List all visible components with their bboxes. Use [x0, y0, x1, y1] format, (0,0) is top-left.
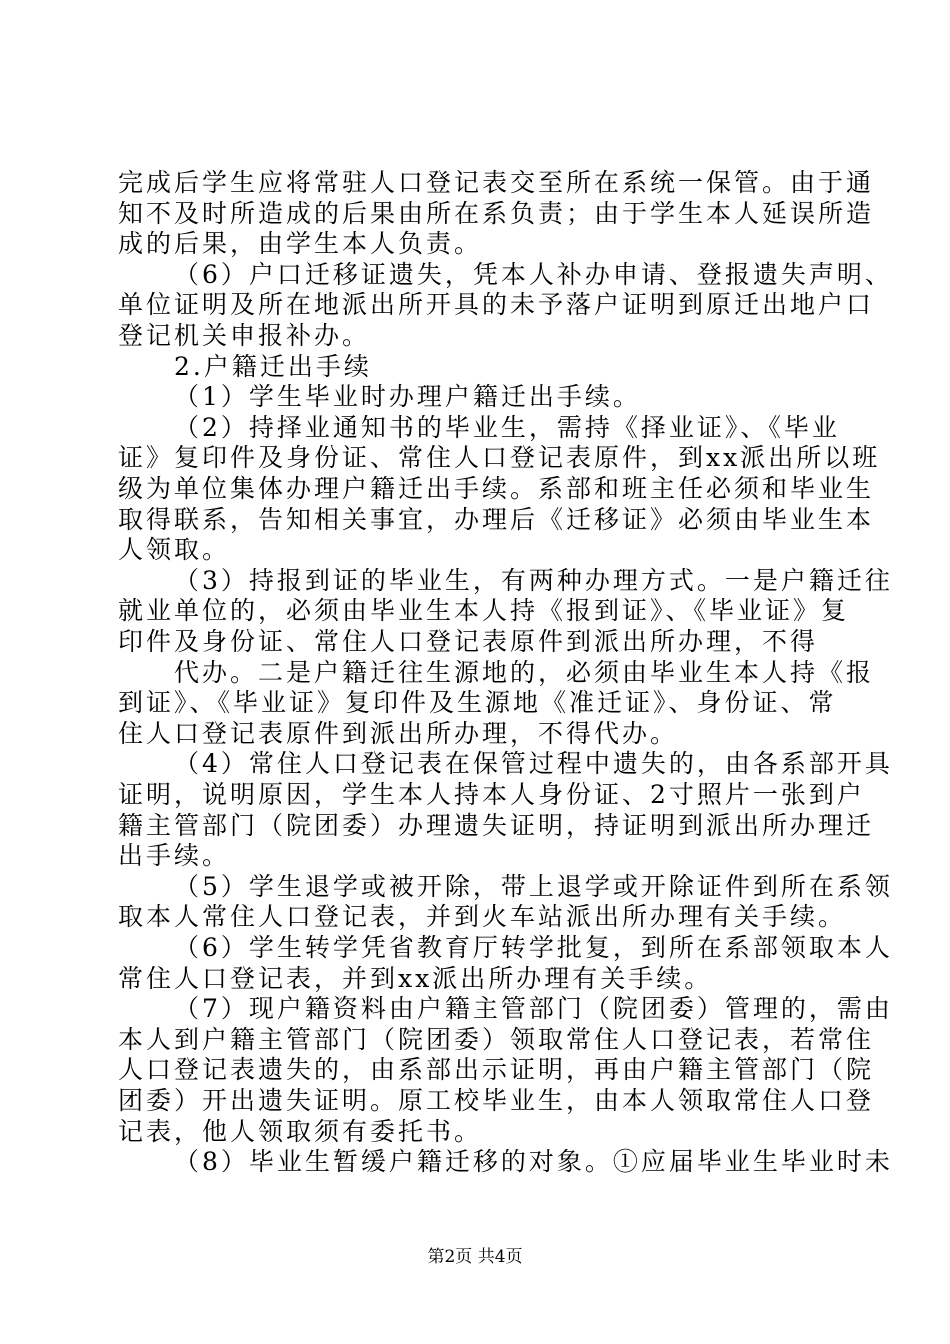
- text-line: （6）学生转学凭省教育厅转学批复，到所在系部领取本人: [174, 933, 893, 962]
- text-line: 2.户籍迁出手续: [174, 351, 372, 381]
- text-line: （5）学生退学或被开除，带上退学或开除证件到所在系领: [174, 871, 893, 901]
- text-line: （6）户口迁移证遗失，凭本人补办申请、登报遗失声明、: [174, 259, 893, 289]
- text-line: 知不及时所造成的后果由所在系负责；由于学生本人延误所造: [118, 198, 875, 228]
- text-line: 记表，他人领取须有委托书。: [118, 1116, 483, 1146]
- text-line: 常住人口登记表，并到xx派出所办理有关手续。: [118, 963, 713, 993]
- text-line: 到证》、《毕业证》复印件及生源地《准迁证》、身份证、常: [118, 688, 837, 718]
- text-line: 出手续。: [118, 841, 231, 871]
- text-line: （8）毕业生暂缓户籍迁移的对象。①应届毕业生毕业时未: [174, 1147, 893, 1177]
- text-line: 人口登记表遗失的，由系部出示证明，再由户籍主管部门（院: [118, 1055, 875, 1085]
- text-line: （2）持择业通知书的毕业生，需持《择业证》、《毕业: [174, 412, 840, 442]
- text-line: 级为单位集体办理户籍迁出手续。系部和班主任必须和毕业生: [118, 474, 875, 503]
- text-line: （3）持报到证的毕业生，有两种办理方式。一是户籍迁往: [174, 565, 893, 595]
- text-line: 登记机关申报补办。: [118, 321, 371, 350]
- text-line: 完成后学生应将常驻人口登记表交至所在系统一保管。由于通: [118, 168, 875, 197]
- text-line: 就业单位的，必须由毕业生本人持《报到证》、《毕业证》复: [118, 596, 850, 626]
- text-line: 证》复印件及身份证、常住人口登记表原件，到xx派出所以班: [118, 443, 881, 473]
- text-line: 成的后果，由学生本人负责。: [118, 229, 483, 259]
- text-line: （4）常住人口登记表在保管过程中遗失的，由各系部开具: [174, 749, 893, 779]
- page-footer: 第2页 共4页: [427, 1247, 523, 1267]
- text-line: 单位证明及所在地派出所开具的未予落户证明到原迁出地户口: [118, 290, 875, 320]
- text-line: 代办。二是户籍迁往生源地的，必须由毕业生本人持《报: [174, 657, 875, 687]
- text-line: 住人口登记表原件到派出所办理，不得代办。: [118, 718, 679, 748]
- text-line: 证明，说明原因，学生本人持本人身份证、2寸照片一张到户: [118, 780, 865, 809]
- text-line: 本人到户籍主管部门（院团委）领取常住人口登记表，若常住: [118, 1024, 875, 1054]
- text-line: 人领取。: [118, 535, 231, 565]
- text-line: 印件及身份证、常住人口登记表原件到派出所办理，不得: [118, 627, 819, 656]
- text-line: 取得联系，告知相关事宜，办理后《迁移证》必须由毕业生本: [118, 504, 875, 534]
- text-line: （1）学生毕业时办理户籍迁出手续。: [174, 382, 641, 412]
- text-line: （7）现户籍资料由户籍主管部门（院团委）管理的，需由: [174, 994, 893, 1024]
- text-line: 取本人常住人口登记表，并到火车站派出所办理有关手续。: [118, 902, 847, 932]
- text-line: 团委）开出遗失证明。原工校毕业生，由本人领取常住人口登: [118, 1086, 875, 1115]
- text-line: 籍主管部门（院团委）办理遗失证明，持证明到派出所办理迁: [118, 810, 875, 840]
